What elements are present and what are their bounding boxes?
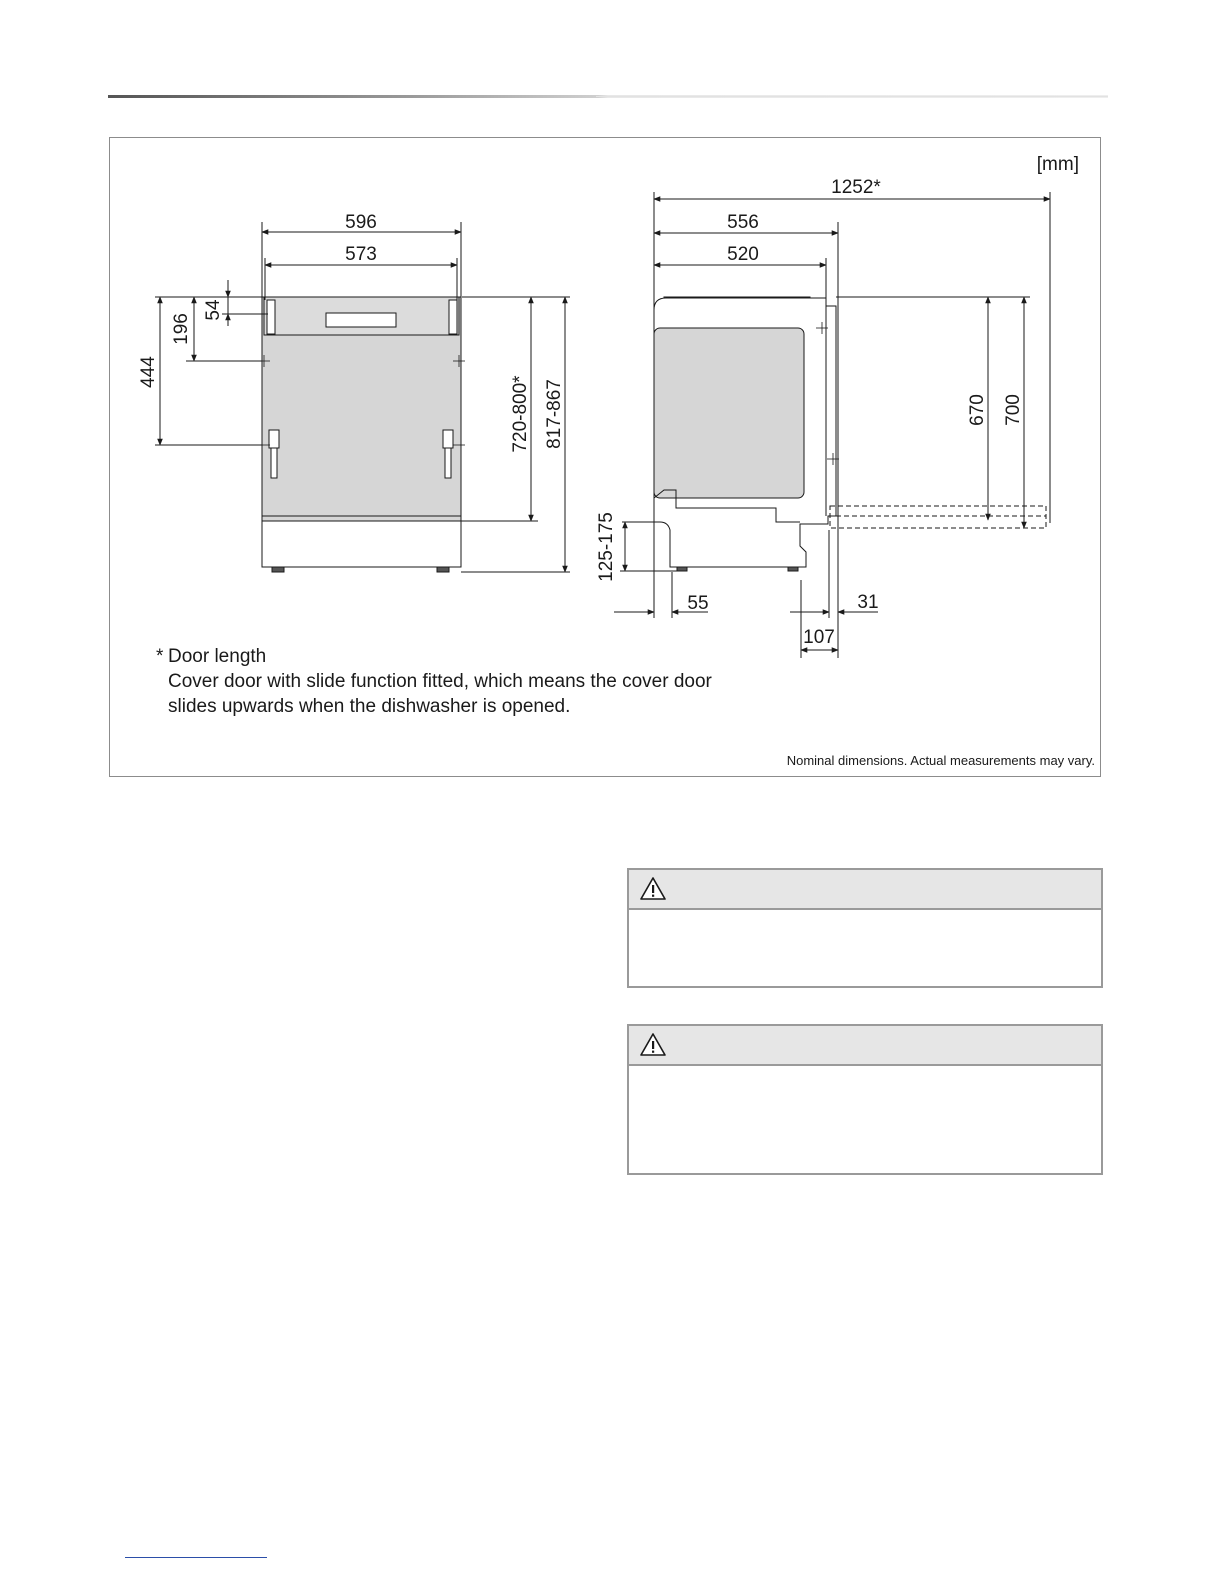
hinge-lower-left [269, 430, 279, 448]
dim-573: 573 [345, 244, 377, 265]
door-length-footnote [156, 644, 712, 719]
dim-444: 444 [138, 356, 159, 388]
dimensions-disclaimer: Nominal dimensions. Actual measurements may vary. [786, 753, 1095, 768]
front-view [155, 222, 570, 572]
dim-1252: 1252* [831, 177, 881, 198]
dim-54: 54 [203, 299, 224, 321]
unit-label: [mm] [1036, 154, 1079, 175]
footnote-line-1: Cover door with slide function fitted, which means the cover door [168, 671, 712, 692]
dim-596: 596 [345, 212, 377, 233]
dim-700: 700 [1003, 394, 1024, 426]
footnote-title: Door length [168, 646, 267, 667]
warning-box-2 [627, 1024, 1103, 1175]
dim-520: 520 [727, 244, 759, 265]
footnote-line-2: slides upwards when the dishwasher is opened. [168, 696, 571, 717]
dim-55: 55 [687, 593, 709, 614]
warning-triangle-icon [639, 1032, 667, 1058]
footnote-marker: * [156, 646, 164, 667]
warning-triangle-icon [639, 876, 667, 902]
warning-header-2 [629, 1026, 1101, 1066]
dim-670: 670 [967, 394, 988, 426]
dim-125-175: 125-175 [596, 512, 617, 582]
footer-link-underline[interactable] [125, 1557, 267, 1558]
plinth-front [262, 521, 461, 567]
warning-header-1 [629, 870, 1101, 910]
open-door-outline [830, 506, 1046, 528]
dim-817-867: 817-867 [544, 379, 565, 449]
dim-720-800: 720-800* [510, 375, 531, 453]
hinge-upper-right [449, 300, 457, 334]
dim-31: 31 [857, 592, 879, 613]
dim-196: 196 [171, 313, 192, 345]
dim-556: 556 [727, 212, 759, 233]
dim-107: 107 [803, 627, 835, 648]
foot-left [272, 567, 284, 572]
warning-box-1 [627, 868, 1103, 988]
hinge-lower-right [443, 430, 453, 448]
side-tub [654, 328, 804, 498]
hinge-upper-left [267, 300, 275, 334]
control-display [326, 313, 396, 327]
foot-right [437, 567, 449, 572]
